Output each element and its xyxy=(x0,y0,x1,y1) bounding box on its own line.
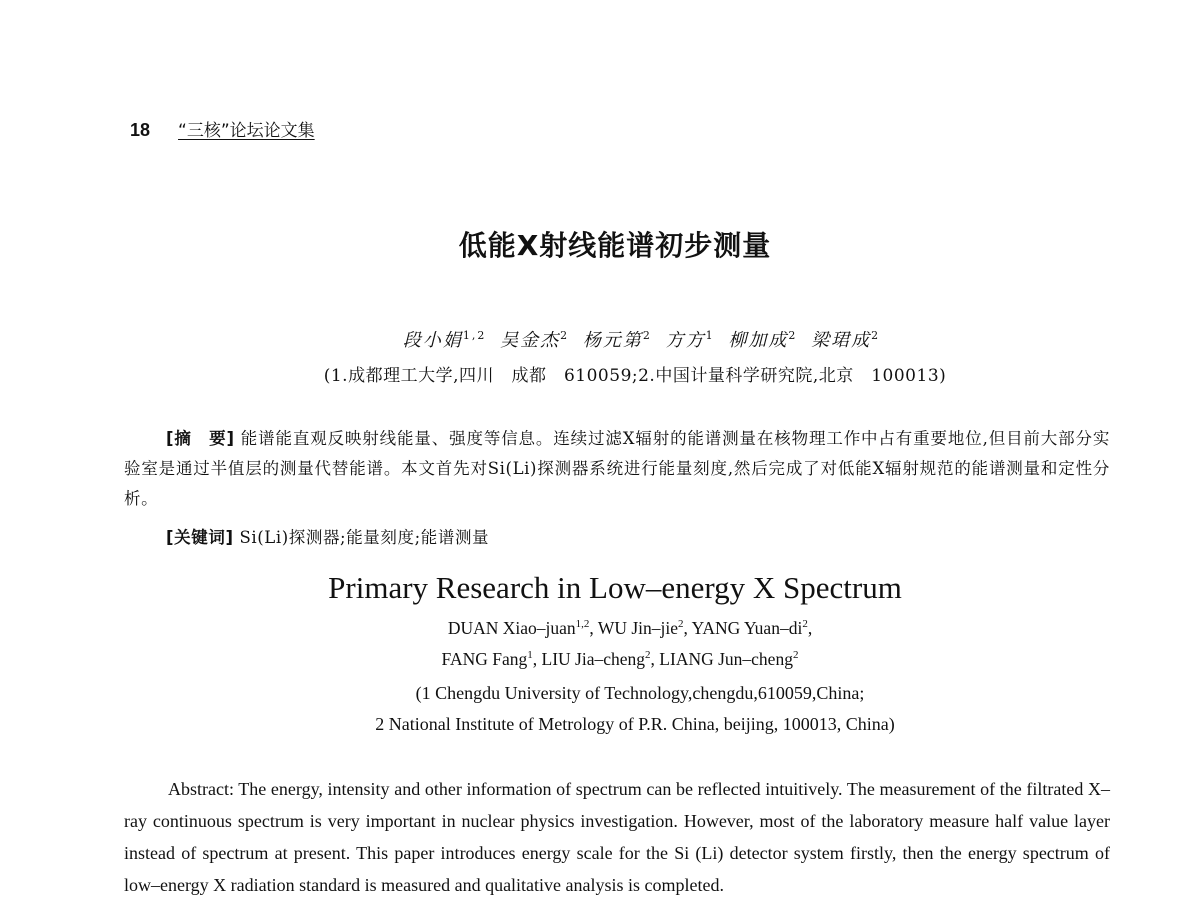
abstract-text-cn: 能谱能直观反映射线能量、强度等信息。连续过滤X辐射的能谱测量在核物理工作中占有重要地位,但目前大部分实验室是通过半值层的测量代替能谱。本文首先对Si(Li)探测器系统进行能量刻度,然后完成了对低能X辐射规范的能谱测量和定性分析。 xyxy=(124,429,1110,508)
author-en: LIU Jia–cheng$^2$, xyxy=(541,649,660,669)
keywords-cn xyxy=(166,524,489,548)
author-cn: 杨元第$^2$ xyxy=(582,329,652,351)
affiliation-en-line1: (1 Chengdu University of Technology,chengdu,610059,China; xyxy=(415,683,865,703)
author-cn: 梁珺成$^2$ xyxy=(811,329,881,351)
page-number: 18 xyxy=(130,120,151,140)
affiliation-en-line2: 2 National Institute of Metrology of P.R. China, beijing, 100013, China) xyxy=(375,714,895,734)
author-en: LIANG Jun–cheng$^2$ xyxy=(659,649,799,669)
author-cn: 段小娟$^{1,2}$ xyxy=(402,329,487,351)
author-en: FANG Fang$^1$, xyxy=(441,649,542,669)
paper-title-cn: 低能X射线能谱初步测量 xyxy=(458,229,772,262)
author-en: WU Jin–jie$^2$, xyxy=(597,618,692,638)
author-cn: 方方$^1$ xyxy=(665,329,715,351)
page-header xyxy=(130,116,315,141)
author-cn: 吴金杰$^2$ xyxy=(500,329,570,351)
author-en: YANG Yuan–$di^2$, xyxy=(691,618,813,638)
author-en: DUAN Xiao–juan$^{1,2}$, xyxy=(447,618,598,638)
author-cn: 柳加成$^2$ xyxy=(728,329,798,351)
running-title: “三核”论坛论文集 xyxy=(178,121,315,141)
affiliation-cn: (1.成都理工大学,四川 成都 610059;2.中国计量科学研究院,北京 100013) xyxy=(323,366,947,386)
abstract-en: Abstract: The energy, intensity and other information of spectrum can be reflected intuitively. The measurement of the filtrated X–ray continuous spectrum is very important in nuclear physics investigation. However, most of the laboratory measure half value layer instead of spectrum at present. This paper introduces energy scale for the Si (Li) detector system firstly, then the energy spectrum of low–energy X radiation standard is measured and qualitative analysis is completed. xyxy=(124,779,1110,895)
abstract-label-cn: [摘 要] xyxy=(166,429,235,448)
authors-en-line2 xyxy=(0,649,1200,670)
keywords-text-cn: Si(Li)探测器;能量刻度;能谱测量 xyxy=(239,528,490,547)
authors-cn xyxy=(0,326,1200,352)
paper-title-en: Primary Research in Low–energy X Spectrum xyxy=(328,570,902,605)
keywords-label-cn: [关键词] xyxy=(166,528,234,547)
authors-en-line1 xyxy=(0,618,1200,639)
abstract-cn xyxy=(124,424,1110,514)
